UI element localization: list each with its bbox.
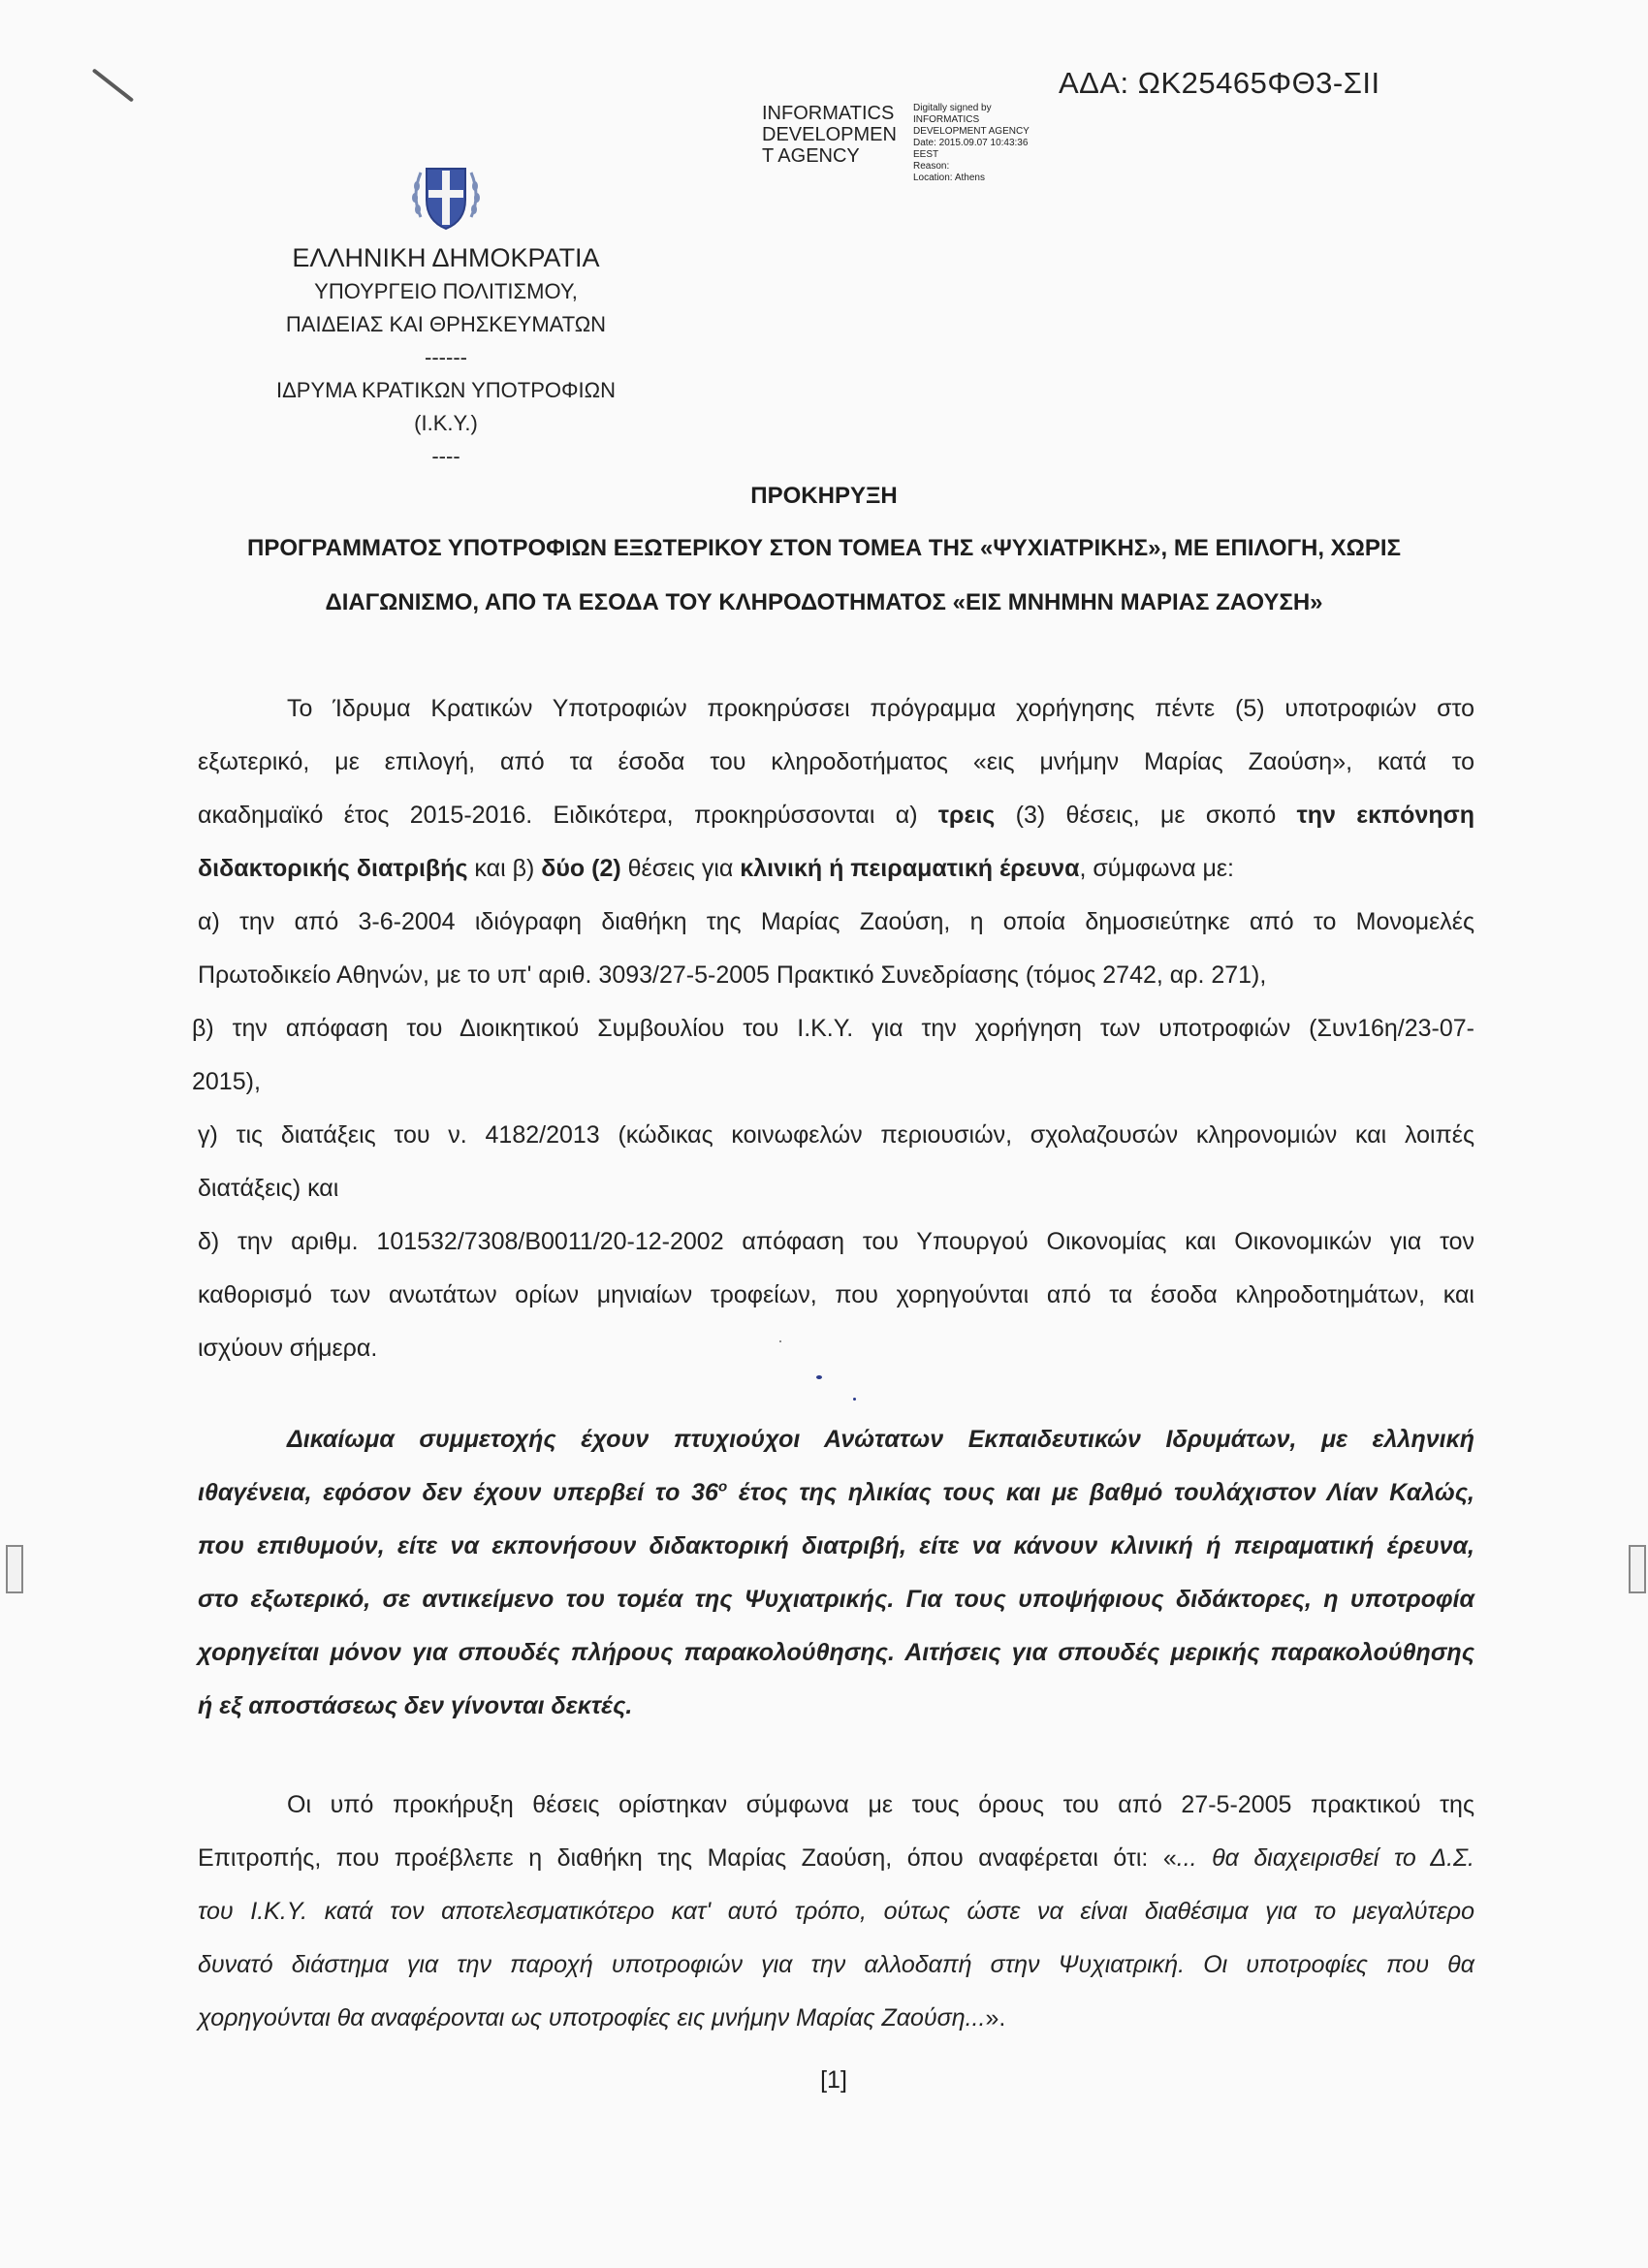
legal-basis-b-line-1: β) την απόφαση του Διοικητικού Συμβουλίου του Ι.Κ.Υ. για την χορήγηση των υποτροφιών (Συν16η/23-07-: [192, 1015, 1474, 1042]
country-name: ΕΛΛΗΝΙΚΗ ΔΗΜΟΚΡΑΤΙΑ: [292, 243, 600, 272]
ink-speck: [816, 1375, 822, 1379]
header-separator-1: ------: [425, 345, 467, 369]
ada-code: ΑΔΑ: ΩΚ25465ΦΘ3-ΣΙΙ: [1059, 66, 1380, 100]
digital-signature-org: INFORMATICS DEVELOPMEN T AGENCY: [762, 103, 897, 167]
ministry-line-1: ΥΠΟΥΡΓΕΙΟ ΠΟΛΙΤΙΣΜΟΥ,: [314, 279, 578, 303]
intro-line-4: διδακτορικής διατριβής και β) δύο (2) θέσεις για κλινική ή πειραματική έρευνα, σύμφωνα με:: [198, 855, 1234, 882]
eligibility-line-6: ή εξ αποστάσεως δεν γίνονται δεκτές.: [198, 1692, 633, 1719]
legal-basis-d-line-3: ισχύουν σήμερα.: [198, 1335, 378, 1362]
legal-basis-c-line-2: διατάξεις) και: [198, 1175, 339, 1202]
ink-speck: [853, 1398, 856, 1401]
legal-basis-a-line-2: Πρωτοδικείο Αθηνών, με το υπ' αριθ. 3093/27-5-2005 Πρακτικό Συνεδρίασης (τόμος 2742, αρ. 271),: [198, 961, 1267, 989]
greek-coat-of-arms-icon: [407, 157, 485, 235]
header-separator-2: ----: [431, 444, 460, 468]
ink-speck: [779, 1340, 781, 1342]
eligibility-line-3: που επιθυμούν, είτε να εκπονήσουν διδακτορική διατριβή, είτε να κάνουν κλινική ή πειραματική έρευνα,: [198, 1532, 1474, 1559]
eligibility-line-2: ιθαγένεια, εφόσον δεν έχουν υπερβεί το $36^o$ έτος της ηλικίας τους και με βαθμό τουλάχιστον Λίαν Καλώς,: [198, 1478, 1474, 1506]
ministry-line-2: ΠΑΙΔΕΙΑΣ ΚΑΙ ΘΡΗΣΚΕΥΜΑΤΩΝ: [285, 312, 607, 336]
terms-paragraph: [198, 1779, 1474, 2045]
document-title: ΠΡΟΚΗΡΥΞΗ: [750, 483, 898, 509]
terms-line-4: δυνατό διάστημα για την παροχή υποτροφιών για την αλλοδαπή στην Ψυχιατρική. Οι υποτροφίες που θα: [198, 1951, 1474, 1978]
intro-line-3: ακαδημαϊκό έτος 2015-2016. Ειδικότερα, προκηρύσσονται α) τρεις (3) θέσεις, με σκοπό την εκπόνηση: [198, 802, 1474, 829]
pen-stroke-mark: [92, 68, 134, 102]
terms-line-3: του Ι.Κ.Υ. κατά τον αποτελεσματικότερο κατ' αυτό τρόπο, ούτως ώστε να είναι διαθέσιμα για το μεγαλύτερο: [198, 1898, 1474, 1925]
issuer-header: [233, 240, 659, 473]
terms-line-5: χορηγούνται θα αναφέρονται ως υποτροφίες εις μνήμην Μαρίας Ζαούση...».: [198, 2004, 1006, 2032]
terms-line-2: Επιτροπής, που προέβλεπε η διαθήκη της Μαρίας Ζαούση, όπου αναφέρεται ότι: «... θα διαχειρισθεί το Δ.Σ.: [198, 1844, 1474, 1872]
scan-edge-mark-left: [6, 1545, 23, 1593]
eligibility-line-5: χορηγείται μόνον για σπουδές πλήρους παρακολούθησης. Αιτήσεις για σπουδές μερικής παρακολούθησης: [198, 1639, 1474, 1666]
intro-paragraph: [192, 682, 1474, 1375]
organization-name: ΙΔΡΥΜΑ ΚΡΑΤΙΚΩΝ ΥΠΟΤΡΟΦΙΩΝ: [276, 378, 616, 402]
legal-basis-b-line-2: 2015),: [192, 1068, 261, 1095]
eligibility-line-4: στο εξωτερικό, σε αντικείμενο του τομέα της Ψυχιατρικής. Για τους υποψήφιους διδάκτορες, η υποτροφία: [198, 1586, 1474, 1613]
intro-line-2: εξωτερικό, με επιλογή, από τα έσοδα του κληροδοτήματος «εις μνήμην Μαρίας Ζαούση», κατά το: [198, 748, 1474, 775]
eligibility-line-1: Δικαίωμα συμμετοχής έχουν πτυχιούχοι Ανώτατων Εκπαιδευτικών Ιδρυμάτων, με ελληνική: [287, 1426, 1474, 1453]
legal-basis-a-line-1: α) την από 3-6-2004 ιδιόγραφη διαθήκη της Μαρίας Ζαούση, η οποία δημοσιεύτηκε από το Μονομελές: [198, 908, 1474, 935]
document-subtitle-line-2: ΔΙΑΓΩΝΙΣΜΟ, ΑΠΟ ΤΑ ΕΣΟΔΑ ΤΟΥ ΚΛΗΡΟΔΟΤΗΜΑΤΟΣ «ΕΙΣ ΜΝΗΜΗΝ ΜΑΡΙΑΣ ΖΑΟΥΣΗ»: [325, 589, 1323, 615]
legal-basis-d-line-2: καθορισμό των ανωτάτων ορίων μηνιαίων τροφείων, που χορηγούνται από τα έσοδα κληροδοτημάτων, και: [198, 1281, 1474, 1308]
eligibility-paragraph: [198, 1413, 1474, 1733]
legal-basis-d-line-1: δ) την αριθμ. 101532/7308/Β0011/20-12-2002 απόφαση του Υπουργού Οικονομίας και Οικονομικών για τον: [198, 1228, 1474, 1255]
document-subtitle-line-1: ΠΡΟΓΡΑΜΜΑΤΟΣ ΥΠΟΤΡΟΦΙΩΝ ΕΞΩΤΕΡΙΚΟΥ ΣΤΟΝ ΤΟΜΕΑ ΤΗΣ «ΨΥΧΙΑΤΡΙΚΗΣ», ΜΕ ΕΠΙΛΟΓΗ, ΧΩΡΙΣ: [246, 535, 1401, 561]
page-number: [1]: [820, 2066, 847, 2094]
intro-line-1: Το Ίδρυμα Κρατικών Υποτροφιών προκηρύσσει πρόγραμμα χορήγησης πέντε (5) υποτροφιών στο: [287, 695, 1474, 722]
terms-line-1: Οι υπό προκήρυξη θέσεις ορίστηκαν σύμφωνα με τους όρους του από 27-5-2005 πρακτικού της: [287, 1791, 1474, 1818]
digital-signature-details: Digitally signed by INFORMATICS DEVELOPMENT AGENCY Date: 2015.09.07 10:43:36 EEST Reason: Location: Athens: [913, 103, 1030, 183]
scan-edge-mark-right: [1629, 1545, 1646, 1593]
organization-abbreviation: (Ι.Κ.Υ.): [414, 411, 478, 435]
legal-basis-c-line-1: γ) τις διατάξεις του ν. 4182/2013 (κώδικας κοινωφελών περιουσιών, σχολαζουσών κληρονομιών και λοιπές: [198, 1121, 1474, 1149]
